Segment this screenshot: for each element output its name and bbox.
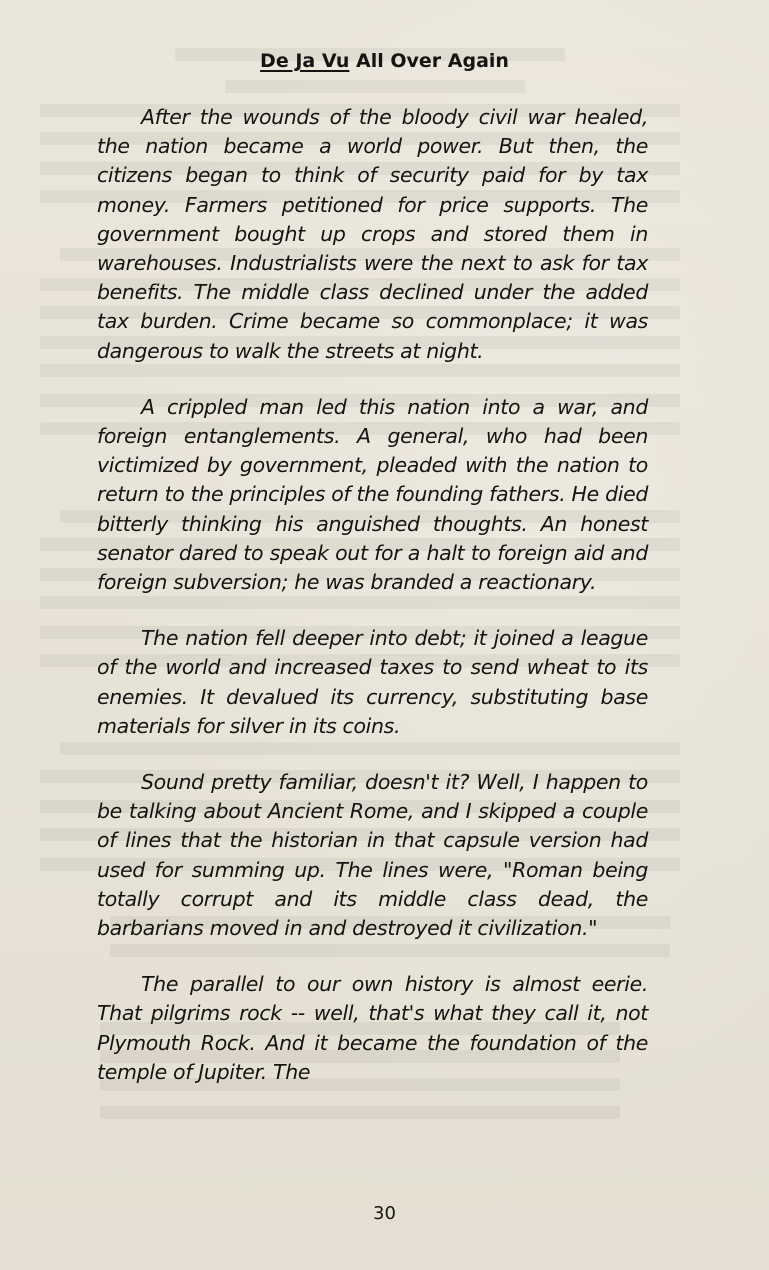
body-text — [97, 103, 648, 1114]
chapter-title-rest: All Over Again — [349, 50, 509, 72]
page-number: 30 — [373, 1203, 396, 1224]
paragraph-1: After the wounds of the bloody civil war healed, the nation became a world power. But then, the citizens began to think of security paid for by tax money. Farmers petitioned for price supports. The government bought up crops and stored them in warehouses. Industrialists were the next to ask for tax benefits. The middle class declined under the added tax burden. Crime became so commonplace; it was dangerous to walk the streets at night. — [97, 105, 648, 363]
paragraph-5: The parallel to our own history is almost eerie. That pilgrims rock -- well, that's what they call it, not Plymouth Rock. And it became the foundation of the temple of Jupiter. The — [97, 972, 648, 1084]
chapter-title — [0, 50, 769, 72]
chapter-title-underlined: De Ja Vu — [260, 50, 350, 72]
paragraph-2: A crippled man led this nation into a war, and foreign entanglements. A general, who had been victimized by government, pleaded with the nation to return to the principles of the founding fathers. He died bitterly thinking his anguished thoughts. An honest senator dared to speak out for a halt to foreign aid and foreign subversion; he was branded a reactionary. — [97, 394, 648, 595]
paragraph-4: Sound pretty familiar, doesn't it? Well, I happen to be talking about Ancient Rome, and I skipped a couple of lines that the historian in that capsule version had used for summing up. The lines were, "Roman being totally corrupt and its middle class dead, the barbarians moved in and destroyed it civilization." — [97, 770, 648, 941]
paragraph-3: The nation fell deeper into debt; it joined a league of the world and increased taxes to send wheat to its enemies. It devalued its currency, substituting base materials for silver in its coins. — [97, 626, 648, 738]
